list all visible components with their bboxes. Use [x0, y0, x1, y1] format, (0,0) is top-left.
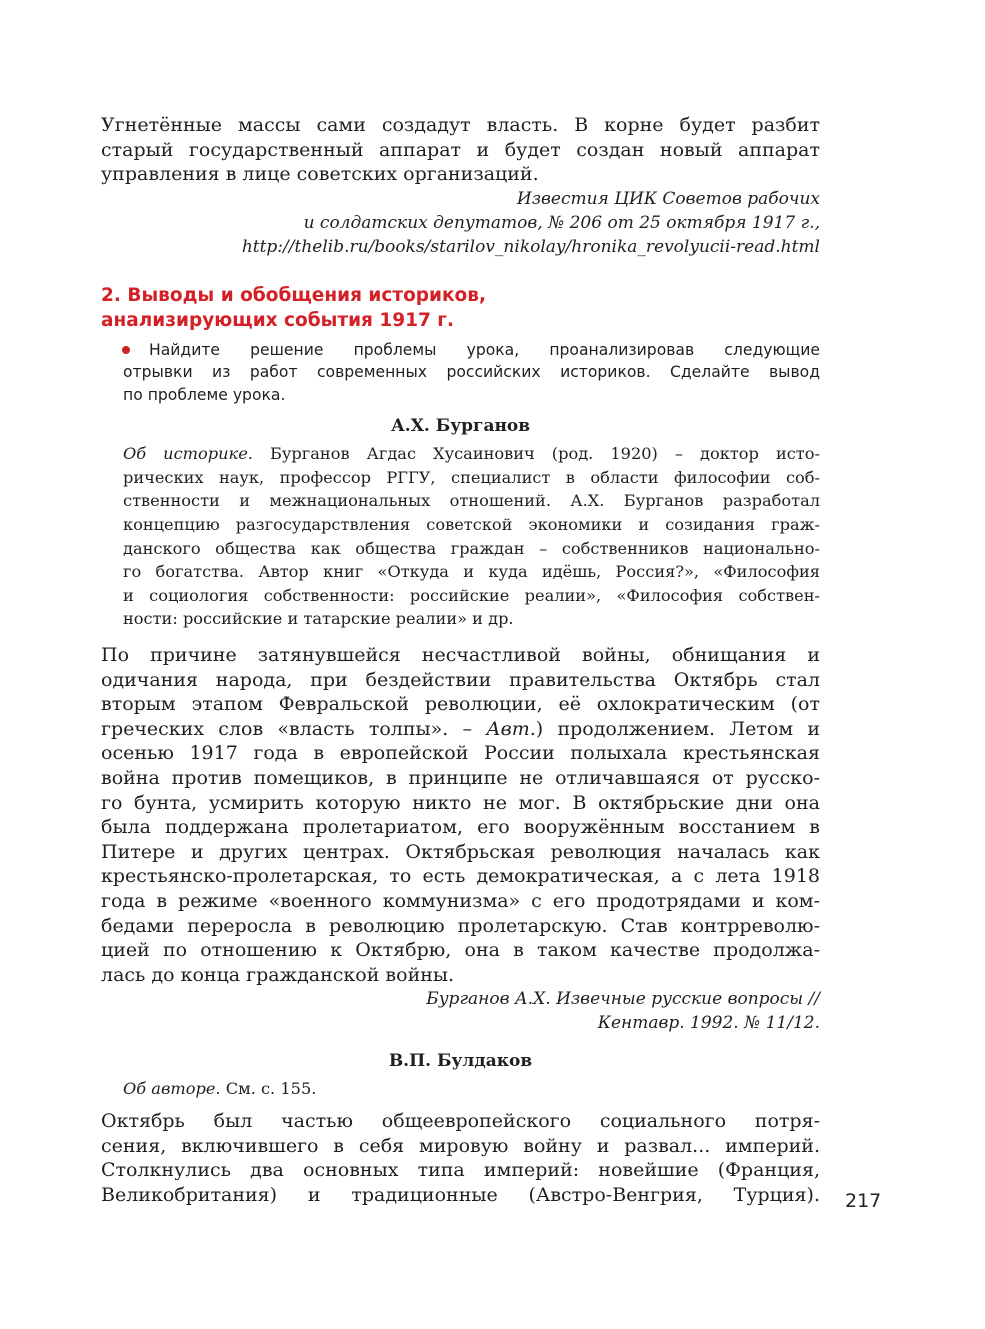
- author-heading-buldakov: В.П. Булдаков: [388, 1051, 533, 1072]
- text-line: го бунта, усмирить которую никто не мог. В октябрьские дни она: [101, 791, 820, 814]
- about-buldakov: [123, 1077, 820, 1101]
- text-line: вторым этапом Февральской революции, её охлократическим (от: [101, 693, 820, 716]
- intro-quote: [101, 113, 820, 187]
- source-line: и солдатских депутатов, № 206 от 25 октября 1917 г.,: [303, 212, 820, 233]
- buldakov-quote: [101, 1109, 820, 1207]
- about-line: го богатства. Автор книг «Откуда и куда идёшь, Россия?», «Философия: [123, 562, 820, 582]
- about-line: данского общества как общества граждан – собственников национально-: [123, 538, 820, 558]
- task-line: отрывки из работ современных российских историков. Сделайте вывод: [123, 363, 820, 382]
- text-line: была поддержана пролетариатом, его вооружённым восстанием в: [101, 816, 820, 839]
- source-line: Кентавр. 1992. № 11/12.: [597, 1013, 820, 1034]
- text-line: война против помещиков, в принципе не отличавшаяся от русско-: [101, 767, 820, 789]
- bullet-icon: [122, 346, 130, 354]
- text-line: Октябрь был частью общеевропейского социального потря-: [101, 1109, 820, 1132]
- text-line: одичания народа, при бездействии правительства Октябрь стал: [101, 668, 820, 691]
- task-block: [123, 339, 820, 407]
- about-line: концепцию разгосударствления советской экономики и созидания граж-: [123, 515, 820, 535]
- text-line: Питере и других центрах. Октябрьская революция началась как: [101, 840, 820, 863]
- author-heading-burganov: А.Х. Бурганов: [390, 416, 531, 437]
- burganov-source: [101, 987, 820, 1035]
- burganov-quote: [101, 643, 820, 987]
- heading-line: анализирующих события 1917 г.: [101, 309, 454, 331]
- text-line: бедами переросла в революцию пролетарскую. Став контрреволю-: [101, 914, 820, 937]
- text-line: лась до конца гражданской войны.: [101, 963, 455, 986]
- about-burganov: [123, 442, 820, 631]
- about-text: См. с. 155.: [225, 1079, 317, 1099]
- text-line: По причине затянувшейся несчастливой войны, обнищания и: [101, 644, 820, 667]
- heading-line: 2. Выводы и обобщения историков,: [101, 284, 486, 306]
- text-line: Угнетённые массы сами создадут власть. В корне будет разбит: [101, 114, 820, 136]
- text-line: года в режиме «военного коммунизма» с его продотрядами и ком-: [101, 889, 820, 912]
- text-line: греческих слов «власть толпы». –: [101, 717, 487, 740]
- task-line: Найдите решение проблемы урока, проанализировав следующие: [149, 340, 820, 359]
- intro-source: [101, 187, 820, 259]
- page-content: [101, 113, 820, 1207]
- about-line: Бурганов Агдас Хусаинович (род. 1920) – доктор исто-: [270, 444, 820, 464]
- about-line: ности: российские и татарские реалии» и др.: [123, 609, 514, 629]
- about-line: ственности и межнациональных отношений. А.Х. Бурганов разработал: [123, 491, 820, 511]
- text-line: сения, включившего в себя мировую войну и развал... империй.: [101, 1134, 820, 1157]
- task-line: по проблеме урока.: [123, 385, 286, 404]
- section-heading: [101, 283, 820, 333]
- text-line: ) продолжением. Летом и: [535, 717, 820, 740]
- text-line: старый государственный аппарат и будет создан новый аппарат: [101, 138, 820, 161]
- page-number: 217: [845, 1190, 882, 1212]
- text-line: осенью 1917 года в европейской России полыхала крестьянская: [101, 742, 820, 765]
- about-line: рических наук, профессор РГГУ, специалист в области философии соб-: [123, 467, 820, 487]
- source-link: http://thelib.ru/books/starilov_nikolay/hronika_revolyucii-read.html: [241, 236, 820, 257]
- text-line: управления в лице советских организаций.: [101, 163, 539, 186]
- text-line: Столкнулись два основных типа империй: новейшие (Франция,: [101, 1159, 820, 1182]
- about-line: и социология собственности: российские реалии», «Философия собствен-: [123, 585, 820, 605]
- author-abbrev: Авт.: [486, 717, 536, 740]
- text-line: Великобритания) и традиционные (Австро-Венгрия, Турция).: [101, 1183, 820, 1206]
- text-line: цией по отношению к Октябрю, она в таком качестве продолжа-: [101, 939, 820, 962]
- about-label: Об историке.: [123, 444, 253, 464]
- source-line: Известия ЦИК Советов рабочих: [516, 188, 820, 209]
- about-label: Об авторе.: [123, 1079, 221, 1099]
- source-line: Бурганов А.Х. Извечные русские вопросы //: [426, 989, 820, 1010]
- text-line: крестьянско-пролетарская, то есть демократическая, а с лета 1918: [101, 865, 820, 888]
